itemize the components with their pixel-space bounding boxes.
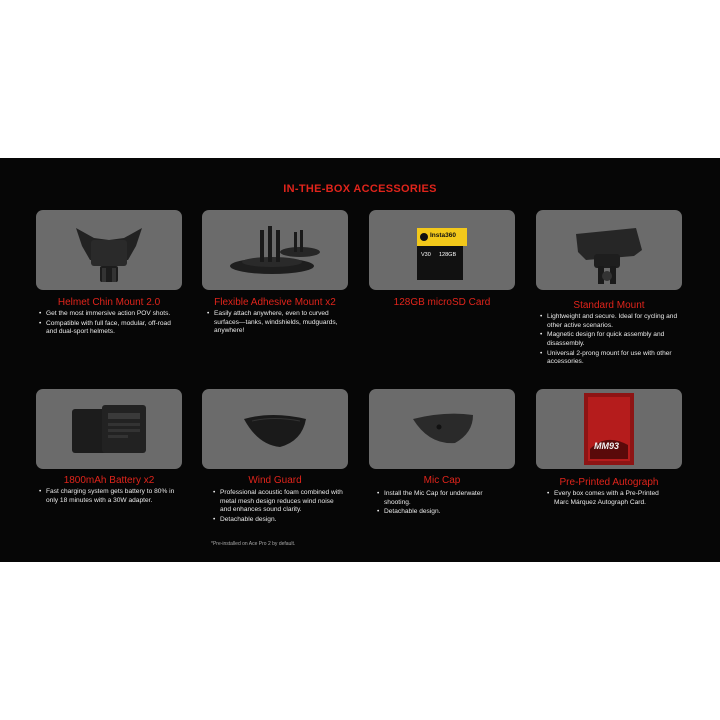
card-flexible-adhesive-mount [202,210,348,290]
item-desc-helmet-chin-mount [39,310,179,338]
adhesive-mount-image [202,210,348,290]
autograph-card-number: MM93 [594,441,620,451]
desc-line: • Detachable design. [377,508,502,517]
item-name-microsd: 128GB microSD Card [393,297,491,308]
card-wind-guard [202,389,348,469]
desc-line: • Lightweight and secure. Ideal for cycling and other active scenarios. [540,313,680,330]
desc-line: • Professional acoustic foam combined with metal mesh design reduces wind noise and enhances sound clarity. [213,489,343,515]
card-battery [36,389,182,469]
desc-line: • Every box comes with a Pre-Printed Marc Márquez Autograph Card. [547,490,672,507]
microsd-capacity-label: 128GB [439,252,457,258]
item-desc-flexible-adhesive-mount [207,310,347,337]
item-name-flexible-adhesive-mount: Flexible Adhesive Mount x2 [214,297,336,308]
desc-line: • Install the Mic Cap for underwater shooting. [377,490,502,507]
item-name-wind-guard: Wind Guard [248,475,302,486]
autograph-card-image [536,389,682,469]
desc-line: • Easily attach anywhere, even to curved surfaces—tanks, windshields, mudguards, anywhere! [207,310,347,336]
helmet-chin-mount-image [36,210,182,290]
microsd-card-image [369,210,515,290]
mic-cap-image [369,389,515,469]
section-title: IN-THE-BOX ACCESSORIES [283,183,437,195]
desc-line: • Detachable design. [213,516,343,525]
card-autograph [536,389,682,469]
desc-line: • Compatible with full face, modular, off-road and dual-sport helmets. [39,320,179,337]
item-name-battery: 1800mAh Battery x2 [63,475,155,486]
item-name-standard-mount: Standard Mount [573,300,645,311]
standard-mount-image [536,210,682,290]
wind-guard-image [202,389,348,469]
card-standard-mount [536,210,682,290]
item-name-helmet-chin-mount: Helmet Chin Mount 2.0 [57,297,161,308]
item-desc-wind-guard [213,489,343,526]
desc-line: • Fast charging system gets battery to 80% in only 18 minutes with a 30W adapter. [39,488,179,505]
item-desc-battery [39,488,179,506]
item-desc-autograph [547,490,672,508]
item-name-mic-cap: Mic Cap [423,475,461,486]
microsd-speed-label: V30 [421,252,431,258]
item-name-autograph: Pre-Printed Autograph [559,477,659,488]
item-desc-standard-mount [540,313,680,368]
card-helmet-chin-mount [36,210,182,290]
card-mic-cap [369,389,515,469]
card-microsd [369,210,515,290]
microsd-brand-label: Insta360 [430,232,457,239]
desc-line: • Magnetic design for quick assembly and disassembly. [540,331,680,348]
footnote: *Pre-installed on Ace Pro 2 by default. [211,541,296,547]
item-desc-mic-cap [377,490,502,518]
desc-line: • Universal 2-prong mount for use with other accessories. [540,350,680,367]
battery-image [36,389,182,469]
desc-line: • Get the most immersive action POV shots. [39,310,179,319]
